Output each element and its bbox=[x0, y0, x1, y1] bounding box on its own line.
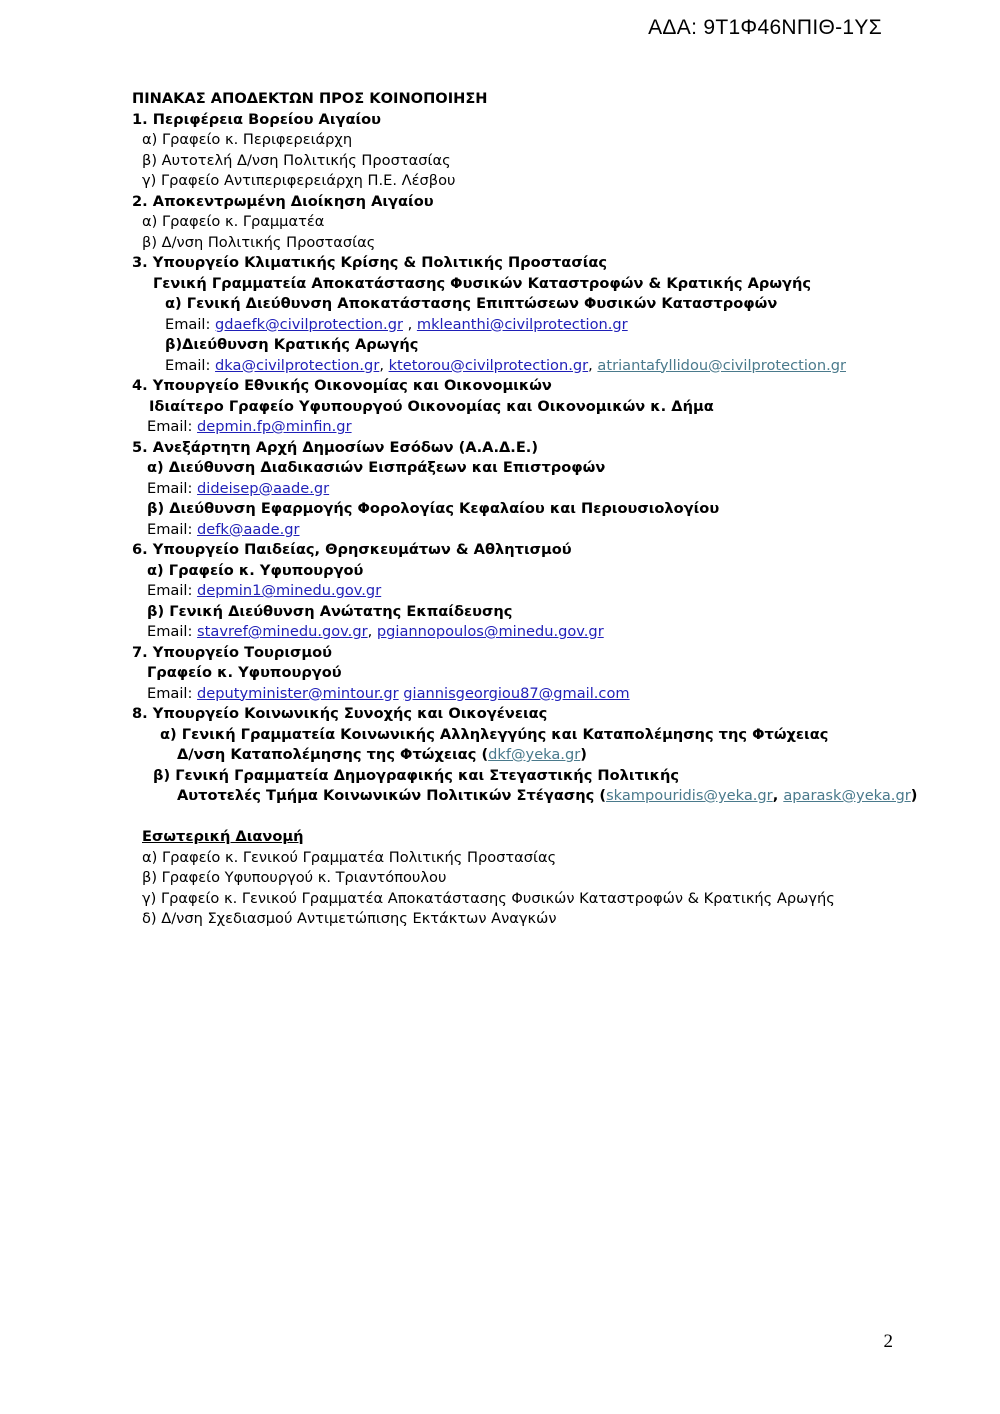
page-number: 2 bbox=[883, 1331, 893, 1352]
internal-item-d: δ) Δ/νση Σχεδιασμού Αντιμετώπισης Εκτάκτων Αναγκών bbox=[142, 910, 557, 927]
email-label: Email: bbox=[165, 356, 216, 374]
email-link[interactable]: dka@civilprotection.gr bbox=[215, 356, 380, 374]
section-2-title: 2. Αποκεντρωμένη Διοίκηση Αιγαίου bbox=[132, 192, 434, 210]
section-8-item-b-sub bbox=[132, 786, 960, 807]
email-link[interactable]: depmin.fp@minfin.gr bbox=[197, 418, 352, 435]
section-1-item-c: γ) Γραφείο Αντιπεριφερειάρχη Π.Ε. Λέσβου bbox=[142, 172, 456, 189]
separator: , bbox=[588, 356, 598, 374]
section-8-item-b: β) Γενική Γραμματεία Δημογραφικής και Στεγαστικής Πολιτικής bbox=[153, 766, 680, 784]
section-6-item-b-email-line bbox=[132, 622, 960, 643]
email-link[interactable]: gdaefk@civilprotection.gr bbox=[215, 315, 403, 333]
email-link[interactable]: dkf@yeka.gr bbox=[488, 746, 581, 763]
internal-item-a: α) Γραφείο κ. Γενικού Γραμματέα Πολιτικής Προστασίας bbox=[142, 848, 557, 866]
email-label: Email: bbox=[147, 582, 198, 599]
email-link[interactable]: depmin1@minedu.gov.gr bbox=[197, 582, 382, 599]
section-1-item-a: α) Γραφείο κ. Περιφερειάρχη bbox=[142, 131, 353, 148]
email-link[interactable]: deputyminister@mintour.gr bbox=[197, 684, 399, 702]
separator: , bbox=[402, 315, 417, 333]
section-3-item-b-email-line bbox=[132, 356, 960, 377]
section-5-item-b-email-line bbox=[132, 520, 960, 541]
section-1-title: 1. Περιφέρεια Βορείου Αιγαίου bbox=[132, 110, 382, 128]
email-link[interactable]: pgiannopoulos@minedu.gov.gr bbox=[376, 623, 604, 640]
separator: , bbox=[772, 787, 784, 804]
section-3-title: 3. Υπουργείο Κλιματικής Κρίσης & Πολιτικής Προστασίας bbox=[132, 254, 608, 271]
section-3-general-secretariat: Γενική Γραμματεία Αποκατάστασης Φυσικών Καταστροφών & Κρατικής Αρωγής bbox=[153, 274, 812, 292]
email-link[interactable]: dideisep@aade.gr bbox=[197, 479, 330, 497]
section-7-item-a: Γραφείο κ. Υφυπουργού bbox=[147, 664, 342, 681]
section-3-item-b: β)Διεύθυνση Κρατικής Αρωγής bbox=[165, 336, 419, 353]
page-title: ΠΙΝΑΚΑΣ ΑΠΟΔΕΚΤΩΝ ΠΡΟΣ ΚΟΙΝΟΠΟΙΗΣΗ bbox=[132, 90, 488, 107]
section-3-item-a: α) Γενική Διεύθυνση Αποκατάστασης Επιπτώσεων Φυσικών Καταστροφών bbox=[165, 295, 778, 312]
separator: , bbox=[379, 356, 389, 374]
section-8-item-a: α) Γενική Γραμματεία Κοινωνικής Αλληλεγγύης και Καταπολέμησης της Φτώχειας bbox=[160, 725, 829, 743]
sub-label: Δ/νση Καταπολέμησης της Φτώχειας ( bbox=[177, 746, 489, 763]
email-label: Email: bbox=[147, 520, 198, 538]
section-8-item-a-sub bbox=[132, 745, 960, 766]
section-4-email-line bbox=[132, 417, 960, 438]
ada-code: ΑΔΑ: 9Τ1Φ46ΝΠΙΘ-1ΥΣ bbox=[648, 16, 882, 39]
email-link[interactable]: atriantafyllidou@civilprotection.gr bbox=[597, 356, 846, 374]
email-link[interactable]: aparask@yeka.gr bbox=[783, 787, 911, 804]
email-label: Email: bbox=[147, 684, 198, 702]
section-2-item-b: β) Δ/νση Πολιτικής Προστασίας bbox=[142, 233, 376, 251]
email-label: Email: bbox=[147, 623, 198, 640]
section-4-item-a: Ιδιαίτερο Γραφείο Υφυπουργού Οικονομίας και Οικονομικών κ. Δήμα bbox=[149, 397, 714, 415]
section-6-title: 6. Υπουργείο Παιδείας, Θρησκευμάτων & Αθλητισμού bbox=[132, 541, 572, 558]
email-label: Email: bbox=[147, 418, 198, 435]
section-6-item-a: α) Γραφείο κ. Υφυπουργού bbox=[147, 561, 364, 579]
email-label: Email: bbox=[147, 479, 198, 497]
email-link[interactable]: skampouridis@yeka.gr bbox=[606, 787, 773, 804]
sub-label: Αυτοτελές Τμήμα Κοινωνικών Πολιτικών Στέγασης ( bbox=[177, 787, 607, 804]
section-5-item-a-email-line bbox=[132, 479, 960, 500]
close-paren: ) bbox=[580, 746, 587, 763]
internal-item-c: γ) Γραφείο κ. Γενικού Γραμματέα Αποκατάστασης Φυσικών Καταστροφών & Κρατικής Αρωγής bbox=[142, 889, 835, 907]
email-label: Email: bbox=[165, 315, 216, 333]
section-5-item-b: β) Διεύθυνση Εφαρμογής Φορολογίας Κεφαλαίου και Περιουσιολογίου bbox=[147, 500, 720, 517]
email-link[interactable]: giannisgeorgiou87@gmail.com bbox=[403, 684, 630, 702]
section-8-title: 8. Υπουργείο Κοινωνικής Συνοχής και Οικογένειας bbox=[132, 705, 548, 722]
close-paren: ) bbox=[910, 787, 918, 804]
email-link[interactable]: ktetorou@civilprotection.gr bbox=[388, 356, 589, 374]
section-3-item-a-email-line bbox=[132, 315, 960, 336]
spacer bbox=[132, 807, 960, 828]
email-link[interactable]: mkleanthi@civilprotection.gr bbox=[416, 315, 628, 333]
section-1-item-b: β) Αυτοτελή Δ/νση Πολιτικής Προστασίας bbox=[142, 151, 451, 169]
section-2-item-a: α) Γραφείο κ. Γραμματέα bbox=[142, 213, 325, 230]
internal-item-b: β) Γραφείο Υφυπουργού κ. Τριαντόπουλου bbox=[142, 869, 447, 886]
section-5-item-a: α) Διεύθυνση Διαδικασιών Εισπράξεων και Επιστροφών bbox=[147, 459, 606, 476]
recipients-list bbox=[132, 89, 960, 930]
email-link[interactable]: stavref@minedu.gov.gr bbox=[197, 623, 368, 640]
section-6-item-b: β) Γενική Διεύθυνση Ανώτατης Εκπαίδευσης bbox=[147, 602, 513, 620]
email-link[interactable]: defk@aade.gr bbox=[197, 520, 300, 538]
separator: , bbox=[367, 623, 377, 640]
section-4-title: 4. Υπουργείο Εθνικής Οικονομίας και Οικονομικών bbox=[132, 377, 552, 394]
section-6-item-a-email-line bbox=[132, 581, 960, 602]
section-5-title: 5. Ανεξάρτητη Αρχή Δημοσίων Εσόδων (Α.Α.Δ.Ε.) bbox=[132, 438, 539, 456]
section-7-email-line bbox=[132, 684, 960, 705]
section-7-title: 7. Υπουργείο Τουρισμού bbox=[132, 643, 333, 661]
internal-distribution-title: Εσωτερική Διανομή bbox=[142, 828, 304, 845]
